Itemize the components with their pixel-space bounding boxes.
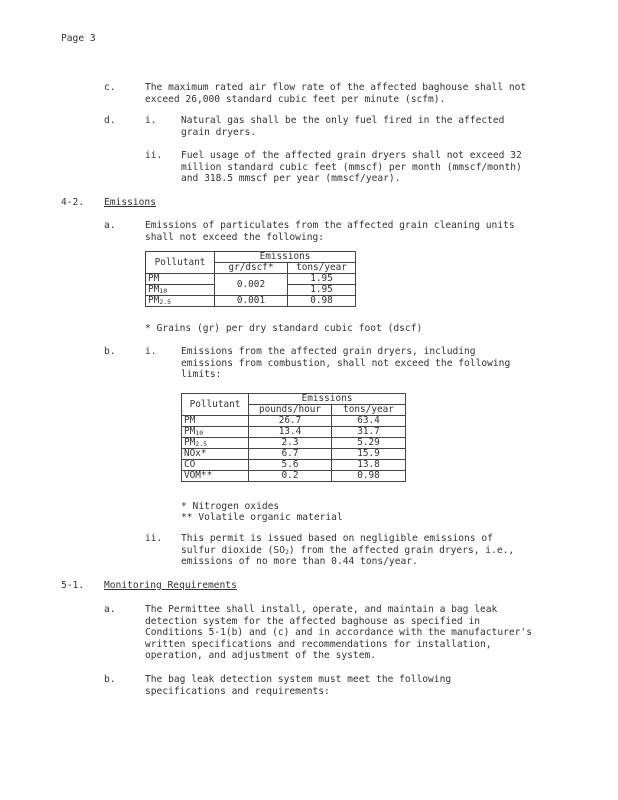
table-header-emissions: Emissions [215, 252, 356, 263]
table-cell-tons: 31.7 [332, 427, 406, 438]
table-cell-gr-merged: 0.002 [215, 274, 288, 296]
table-row [146, 274, 356, 285]
table-header-pollutant: Pollutant [146, 252, 215, 274]
item-text-4-2-b-ii: This permit is issued based on negligible emissions of sulfur dioxide $(SO_2)$ from the affected grain dryers, i.e., emissions of no more than 0.44 tons/year. [181, 533, 515, 568]
item-label-5-1-a: a. [104, 604, 116, 615]
table-cell-pollutant: $PM_{10}$ [182, 427, 249, 438]
section-number-4-2: 4-2. [61, 197, 85, 208]
item-text-d-i: Natural gas shall be the only fuel fired in the affected grain dryers. [181, 115, 505, 138]
table-cell-tons: 15.9 [332, 449, 406, 460]
item-text-5-1-b: The bag leak detection system must meet the following specifications and requirements: [145, 674, 452, 697]
table-row [182, 427, 406, 438]
table-cell-pollutant: PM [182, 416, 249, 427]
table-header-gr-dscf: gr/dscf* [215, 263, 288, 274]
table-cell-lbhr: 2.3 [249, 438, 332, 449]
table-cell-tons: 0.98 [288, 296, 356, 307]
table-cell-lbhr: 13.4 [249, 427, 332, 438]
item-label-d-i: i. [145, 115, 157, 126]
table-cell-pollutant: NOx* [182, 449, 249, 460]
table-cell-tons: 63.4 [332, 416, 406, 427]
table-footnote-nox: * Nitrogen oxides [181, 501, 280, 512]
table-cell-lbhr: 0.2 [249, 471, 332, 482]
item-label-4-2-b: b. [104, 346, 116, 357]
item-text-5-1-a: The Permittee shall install, operate, and maintain a bag leak detection system for the affected baghouse as specified in Conditions 5-1(b) and (c) and in accordance with the manufacturer's written specifications and recommendations for installation, operation, and adjustment of the system. [145, 604, 532, 662]
grain-dryer-emissions-table [181, 393, 406, 482]
table-cell-pollutant: CO [182, 460, 249, 471]
table-row [146, 296, 356, 307]
table-header-tons-year: tons/year [332, 405, 406, 416]
table-cell-pollutant: PM [146, 274, 215, 285]
table-header-tons-year: tons/year [288, 263, 356, 274]
item-label-5-1-b: b. [104, 674, 116, 685]
section-title-monitoring: Monitoring Requirements [104, 580, 237, 591]
item-label-d-ii: ii. [145, 150, 163, 161]
table-cell-tons: 0.98 [332, 471, 406, 482]
table-footnote-vom: ** Volatile organic material [181, 512, 343, 523]
table-cell-tons: 1.95 [288, 274, 356, 285]
table-cell-tons: 1.95 [288, 285, 356, 296]
table-row [182, 460, 406, 471]
item-label-4-2-b-ii: ii. [145, 533, 163, 544]
table-cell-tons: 5.29 [332, 438, 406, 449]
table-cell-pollutant: $PM_{10}$ [146, 285, 215, 296]
table-footnote-grains: * Grains (gr) per dry standard cubic foot (dscf) [145, 323, 423, 334]
item-label-4-2-b-i: i. [145, 346, 157, 357]
section-number-5-1: 5-1. [61, 580, 85, 591]
table-cell-pollutant: VOM** [182, 471, 249, 482]
table-row [146, 252, 356, 263]
table-row [182, 449, 406, 460]
table-cell-gr: 0.001 [215, 296, 288, 307]
item-text-c: The maximum rated air flow rate of the affected baghouse shall not exceed 26,000 standard cubic feet per minute (scfm). [145, 82, 527, 105]
item-text-d-ii: Fuel usage of the affected grain dryers shall not exceed 32 million standard cubic feet (mmscf) per month (mmscf/month) and 318.5 mmscf per year (mmscf/year). [181, 150, 522, 185]
table-cell-pollutant: $PM_{2.5}$ [182, 438, 249, 449]
page-number: Page 3 [61, 33, 96, 44]
table-header-emissions: Emissions [249, 394, 406, 405]
table-header-pounds-hour: pounds/hour [249, 405, 332, 416]
item-label-c: c. [104, 82, 116, 93]
table-cell-lbhr: 26.7 [249, 416, 332, 427]
section-title-emissions: Emissions [104, 197, 156, 208]
item-label-d: d. [104, 115, 116, 126]
table-cell-tons: 13.8 [332, 460, 406, 471]
table-header-pollutant: Pollutant [182, 394, 249, 416]
table-row [182, 438, 406, 449]
item-text-4-2-b-i: Emissions from the affected grain dryers, including emissions from combustion, shall not exceed the following limits: [181, 346, 511, 381]
table-cell-lbhr: 6.7 [249, 449, 332, 460]
table-row [182, 471, 406, 482]
item-text-4-2-a: Emissions of particulates from the affected grain cleaning units shall not exceed the following: [145, 220, 515, 243]
table-row [182, 416, 406, 427]
particulates-table [145, 251, 356, 307]
table-cell-lbhr: 5.6 [249, 460, 332, 471]
table-row [182, 394, 406, 405]
table-cell-pollutant: $PM_{2.5}$ [146, 296, 215, 307]
item-label-4-2-a: a. [104, 220, 116, 231]
